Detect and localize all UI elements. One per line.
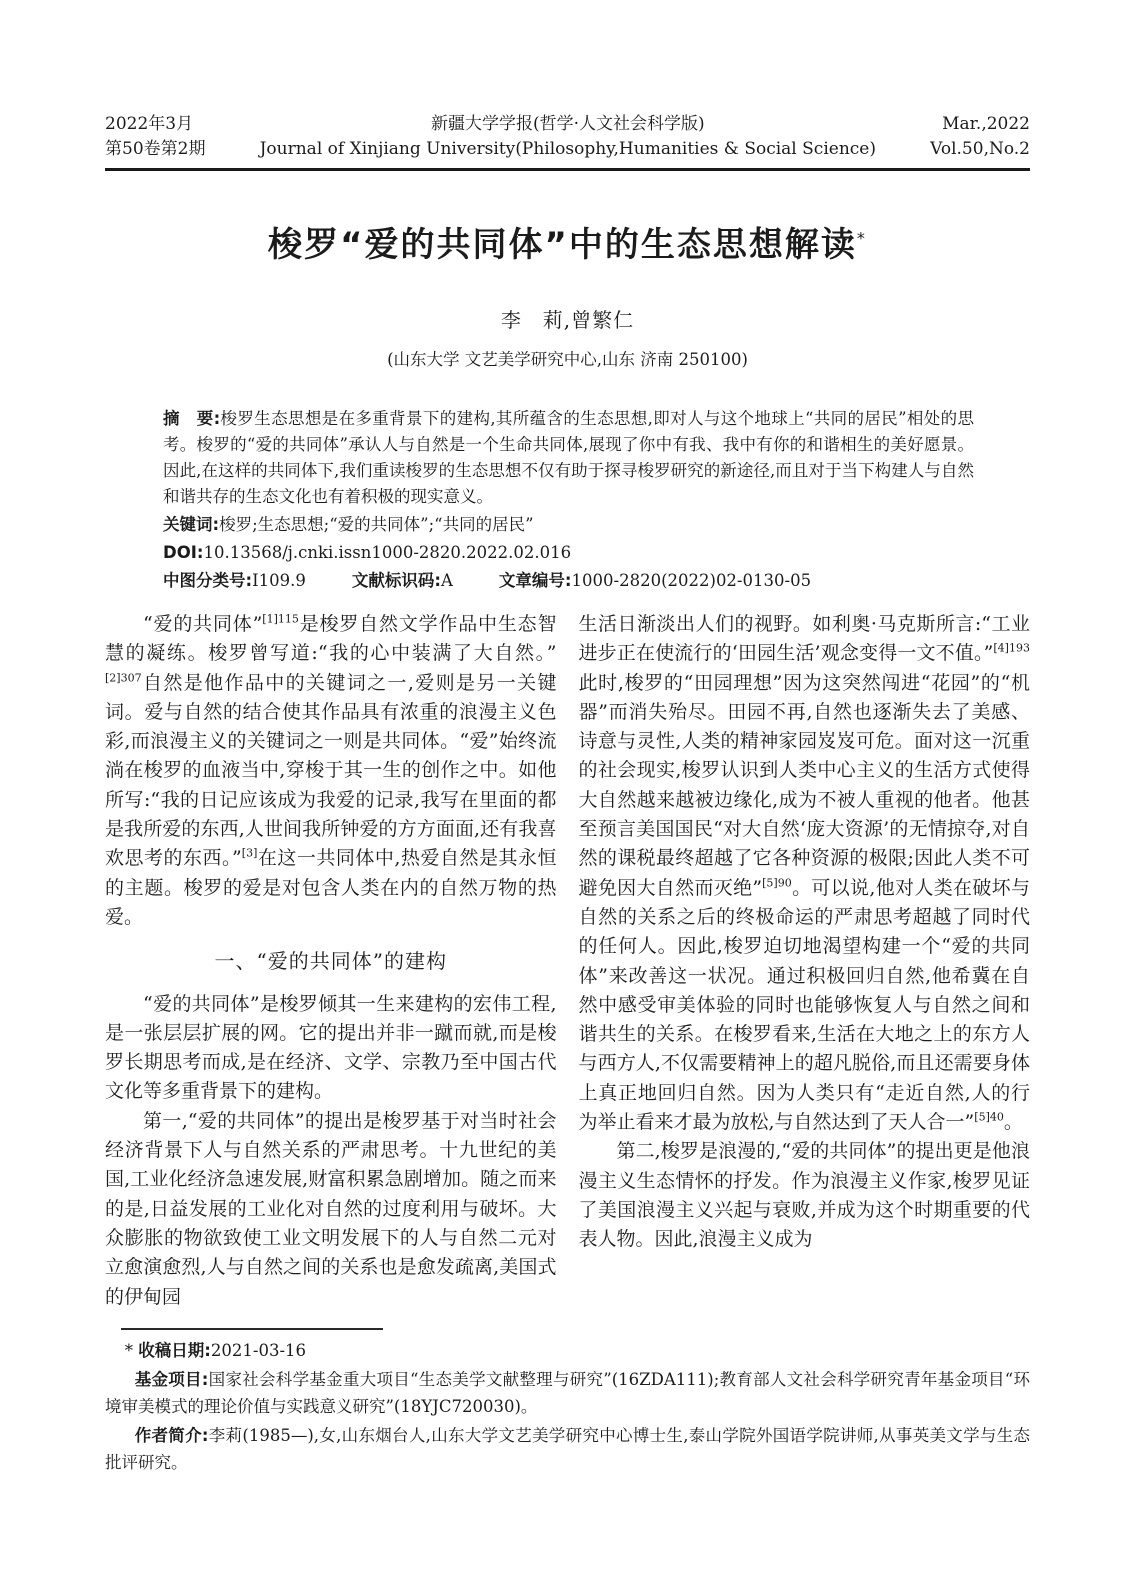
title-footnote-mark: * [856,228,867,248]
citation-superscript: [5]40 [974,1110,1004,1124]
issue-volume-en: Vol.50,No.2 [930,139,1030,159]
text-run: 在这一共同体中,热爱自然是其永恒的主题。梭罗的爱是对包含人类在内的自然万物的热爱。 [105,847,557,928]
body-paragraph [105,1107,557,1312]
journal-name-block [205,112,930,162]
section-heading [105,947,557,976]
issue-date-en: Mar.,2022 [942,114,1030,134]
citation-superscript: [4]193 [993,641,1030,655]
footnote-bio [105,1423,1030,1476]
footnote-label: 作者简介: [134,1426,209,1446]
header-issue-info-en [930,112,1030,162]
article-affiliation: (山东大学 文艺美学研究中心,山东 济南 250100) [387,350,748,369]
abstract-text: 梭罗生态思想是在多重背景下的建构,其所蕴含的生态思想,即对人与这个地球上“共同的居民”相处的思考。梭罗的“爱的共同体”承认人与自然是一个生命共同体,展现了你中有我、我中有你的和谐相生的美好愿景。因此,在这样的共同体下,我们重读梭罗的生态思想不仅有助于探寻梭罗研究的新途径,而且对于当下构建人与自然和谐共存的生态文化也有着积极的现实意义。 [163,409,974,506]
keywords-text: 梭罗;生态思想;“爱的共同体”;“共同的居民” [219,515,534,534]
document-code: 文献标识码:A [351,571,453,590]
article-id: 文章编号:1000-2820(2022)02-0130-05 [498,571,812,590]
body-paragraph [105,990,557,1107]
body-column-left [105,610,557,1312]
text-run: 一、“爱的共同体”的建构 [214,949,447,974]
text-run: 第二,梭罗是浪漫的,“爱的共同体”的提出更是他浪漫主义生态情怀的抒发。作为浪漫主义作家,梭罗见证了美国浪漫主义兴起与衰败,并成为这个时期重要的代表人物。因此,浪漫主义成为 [578,1140,1030,1251]
footnotes [105,1338,1030,1477]
citation-superscript: [3] [241,847,258,861]
journal-name-cn: 新疆大学学报(哲学·人文社会科学版) [430,114,705,134]
text-run: “爱的共同体” [143,613,263,635]
clc-number: 中图分类号:I109.9 [163,571,306,590]
text-run: 是梭罗自然文学作品中生态智慧的凝练。梭罗曾写道:“我的心中装满了大自然。” [105,613,557,665]
article-title-text: 梭罗“爱的共同体”中的生态思想解读 [268,225,857,265]
abstract-label: 摘 要: [163,409,221,428]
body-paragraph [105,610,557,932]
header-divider [105,168,1030,171]
doi-line [163,540,974,566]
issue-date-cn: 2022年3月 [105,114,194,134]
body-column-right [579,610,1031,1312]
article-meta-block [105,406,1030,594]
footnote-label: 基金项目: [134,1370,209,1390]
footnote-divider [121,1328,383,1330]
body-paragraph [579,1137,1031,1254]
issue-volume-cn: 第50卷第2期 [105,139,206,159]
footnote-received [105,1338,1030,1365]
header-issue-info-cn [105,112,205,162]
text-run: 李莉(1985—),女,山东烟台人,山东大学文艺美学研究中心博士生,泰山学院外国语学院讲师,从事英美文学与生态批评研究。 [105,1426,1030,1472]
keywords-label: 关键词: [163,515,220,534]
citation-superscript: [1]115 [262,612,299,626]
classification-line [163,568,974,594]
text-run: 此时,梭罗的“田园理想”因为这突然闯进“花园”的“机器”而消失殆尽。田园不再,自然也逐渐失去了美感、诗意与灵性,人类的精神家园岌岌可危。面对这一沉重的社会现实,梭罗认识到人类中心主义的生活方式使得大自然越来越被边缘化,成为不被人重视的他者。他甚至预言美国国民“对大自然‘庞大资源’的无情掠夺,对自然的课税最终超越了它各种资源的极限;因此人类不可避免因大自然而灭绝” [578,671,1030,899]
doi-value: 10.13568/j.cnki.issn1000-2820.2022.02.016 [203,543,572,562]
body-paragraph [579,610,1031,1137]
abstract [163,406,974,510]
journal-name-en: Journal of Xinjiang University(Philosophy,Humanities & Social Science) [259,139,876,159]
text-run: 。 [1003,1111,1023,1134]
footnote-area [105,1328,1030,1477]
citation-superscript: [2]307 [105,671,142,685]
text-run: 生活日渐淡出人们的视野。如利奥·马克斯所言:“工业进步正在使流行的‘田园生活’观念变得一文不值。” [578,613,1030,665]
article-title [105,217,1030,266]
journal-header [105,112,1030,162]
footnote-fund [105,1367,1030,1420]
article-body [105,610,1030,1312]
text-run: “爱的共同体”是梭罗倾其一生来建构的宏伟工程,是一张层层扩展的网。它的提出并非一蹴而就,而是梭罗长期思考而成,是在经济、文学、宗教乃至中国古代文化等多重背景下的建构。 [105,992,557,1103]
doi-label: DOI: [163,543,204,562]
footnote-label: 收稿日期: [138,1340,211,1360]
text-run: 2021-03-16 [210,1340,307,1360]
text-run: * [124,1340,139,1360]
citation-superscript: [5]90 [762,876,792,890]
keywords [163,512,974,538]
text-run: 国家社会科学基金重大项目“生态美学文献整理与研究”(16ZDA111);教育部人文社会科学研究青年基金项目“环境审美模式的理论价值与实践意义研究”(18YJC720030)。 [105,1370,1030,1416]
text-run: 。可以说,他对人类在破坏与自然的关系之后的终极命运的严肃思考超越了同时代的任何人。因此,梭罗迫切地渴望构建一个“爱的共同体”来改善这一状况。通过积极回归自然,他希冀在自然中感受审美体验的同时也能够恢复人与自然之间和谐共生的关系。在梭罗看来,生活在大地之上的东方人与西方人,不仅需要精神上的超凡脱俗,而且还需要身体上真正地回归自然。因为人类只有“走近自然,人的行为举止看来才最为放松,与自然达到了天人合一” [578,876,1030,1134]
text-run: 自然是他作品中的关键词之一,爱则是另一关键词。爱与自然的结合使其作品具有浓重的浪漫主义色彩,而浪漫主义的关键词之一则是共同体。“爱”始终流淌在梭罗的血液当中,穿梭于其一生的创作之中。如他所写:“我的日记应该成为我爱的记录,我写在里面的都是我所爱的东西,人世间我所钟爱的方方面面,还有我喜欢思考的东西。” [105,671,557,870]
article-authors: 李 莉,曾繁仁 [500,308,635,332]
text-run: 第一,“爱的共同体”的提出是梭罗基于对当时社会经济背景下人与自然关系的严肃思考。十九世纪的美国,工业化经济急速发展,财富积累急剧增加。随之而来的是,日益发展的工业化对自然的过度利用与破坏。大众膨胀的物欲致使工业文明发展下的人与自然二元对立愈演愈烈,人与自然之间的关系也是愈发疏离,美国式的伊甸园 [105,1109,557,1308]
